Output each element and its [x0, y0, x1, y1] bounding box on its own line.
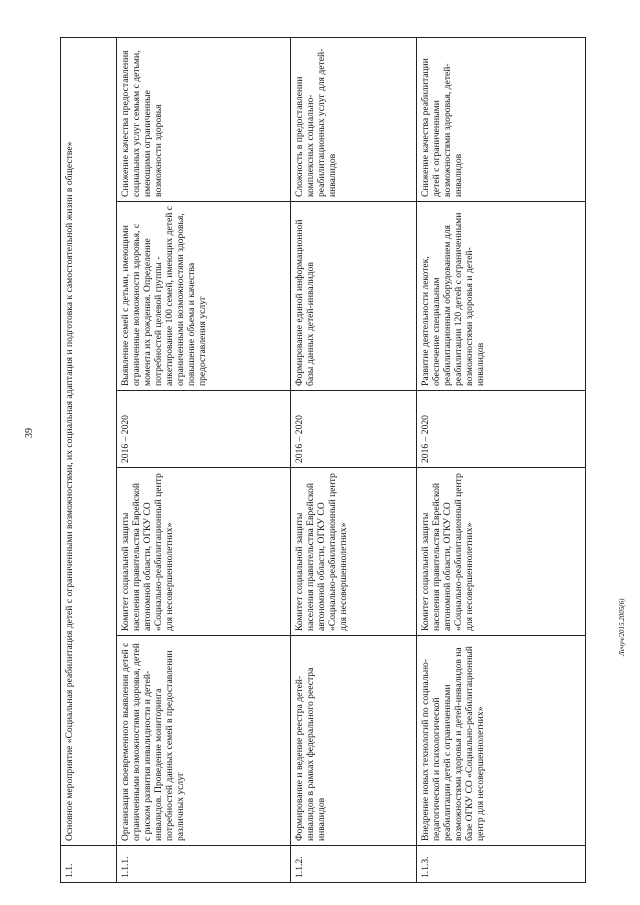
table-row [291, 37, 417, 882]
result-cell: Развитие деятельности лекотек, обеспечение специальным реабилитационным оборудованием для реабилитации 120 детей с ограниченными возможностями здоровья и детей-инвалидов [417, 202, 586, 391]
document-code: Лечуч/2015.2005(6) [618, 598, 626, 656]
executor-cell: Комитет социальной защиты населения правительства Еврейской автономной области, ОГКУ СО «Социально-реабилитационный центр для несовершеннолетних» [417, 468, 586, 636]
period-cell: 2016 – 2020 [117, 391, 291, 468]
activity-cell: Внедрение новых технологий по социально-педагогической и психологической реабилитации детей с ограниченными возможностями здоровья и детей-инвалидов на базе ОГКУ СО «Социально-реабилитационный центр для несовершеннолетних» [417, 636, 586, 846]
consequence-cell: Сложность в предоставлении комплексных социально-реабилитационных услуг для детей-инвалидов [291, 37, 417, 201]
row-number: 1.1.1. [117, 846, 291, 883]
section-number: 1.1. [61, 846, 117, 883]
table-row [117, 37, 291, 882]
section-title: Основное мероприятие «Социальная реабилитация детей с ограниченными возможностями, их социальная адаптация и подготовка к самостоятельной жизни в обществе» [61, 37, 117, 845]
rotated-table-wrapper [60, 38, 585, 883]
executor-cell: Комитет социальной защиты населения правительства Еврейской автономной области, ОГКУ СО «Социально-реабилитационный центр для несовершеннолетних» [291, 468, 417, 636]
consequence-cell: Снижение качества реабилитации детей с ограниченными возможностями здоровья, детей-инвалидов [417, 37, 586, 201]
row-number: 1.1.2. [291, 846, 417, 883]
result-cell: Формирование единой информационной базы данных детей-инвалидов [291, 202, 417, 391]
table-row [417, 37, 586, 882]
consequence-cell: Снижение качества предоставления социальных услуг семьям с детьми, имеющими ограниченные возможности здоровья [117, 37, 291, 201]
period-cell: 2016 – 2020 [417, 391, 586, 468]
program-table [60, 37, 586, 883]
row-number: 1.1.3. [417, 846, 586, 883]
activity-cell: Формирование и ведение реестра детей-инвалидов в рамках федерального реестра инвалидов [291, 636, 417, 846]
result-cell: Выявление семей с детьми, имеющими ограниченные возможности здоровья, с момента их рождения. Определение потребностей целевой группы - анкетирование 100 семей, имеющих детей с ограниченными возможностями здоровья, повышение объема и качества предоставления услуг [117, 202, 291, 391]
activity-cell: Организация своевременного выявления детей с ограниченными возможностями здоровья, детей с риском развития инвалидности и детей-инвалидов. Проведение мониторинга потребностей данных семей в предоставлении различных услуг [117, 636, 291, 846]
period-cell: 2016 – 2020 [291, 391, 417, 468]
executor-cell: Комитет социальной защиты населения правительства Еврейской автономной области, ОГКУ СО «Социально-реабилитационный центр для несовершеннолетних» [117, 468, 291, 636]
section-row [61, 37, 117, 882]
page-number: 39 [24, 428, 35, 438]
